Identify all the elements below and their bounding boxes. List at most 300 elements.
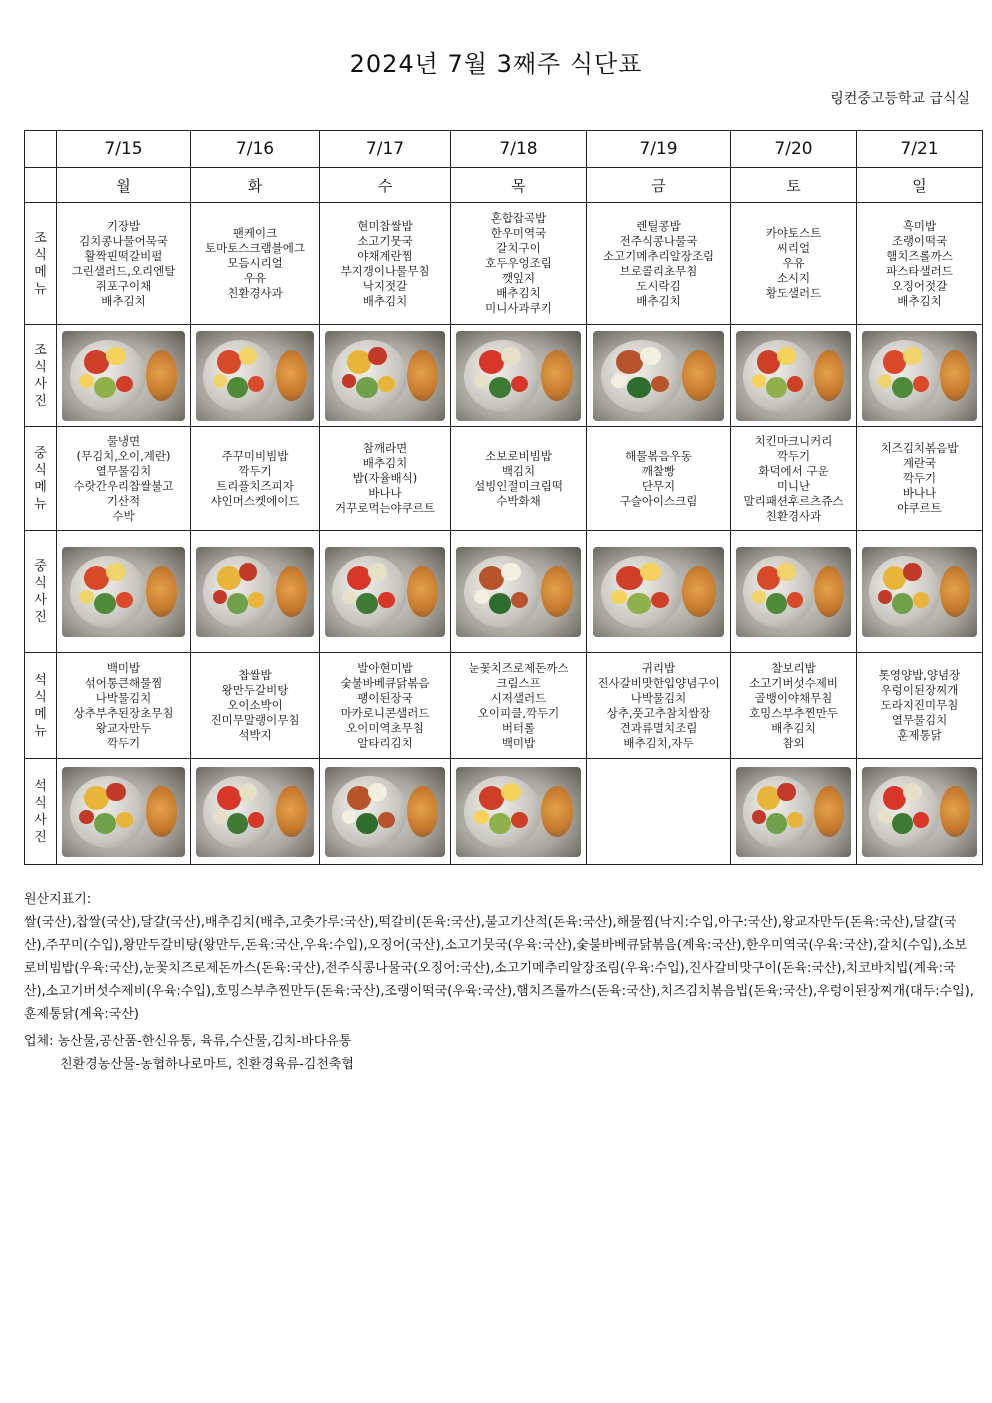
dinner-menu-item: 상추,풋고추참치쌈장 [606, 705, 711, 720]
dinner-menu-item: 왕만두갈비탕 [221, 683, 289, 697]
lunch-food-photo [862, 547, 977, 637]
lunch-menu-item: 미니난 [776, 478, 811, 493]
soup-bowl-shape [940, 786, 970, 836]
food-item-shape [766, 377, 787, 398]
dinner-menu-cell [587, 653, 731, 759]
breakfast-menu-item: 쥐포구이채 [95, 278, 152, 293]
lunch-menu-item: 화덕에서 구운 [758, 463, 829, 478]
row-label-breakfast-photo [25, 325, 57, 427]
lunch-menu-item: 깍두기 [776, 448, 811, 463]
breakfast-photo-cell [191, 325, 320, 427]
food-item-shape [883, 786, 906, 809]
row-label-char: 중 [34, 558, 47, 574]
soup-bowl-shape [541, 786, 573, 836]
soup-bowl-shape [814, 566, 844, 616]
breakfast-menu-item: 우유 [782, 256, 805, 270]
breakfast-food-photo [862, 331, 977, 421]
dinner-menu-item: 우렁이된장찌개 [880, 683, 959, 697]
breakfast-photo-cell [857, 325, 983, 427]
row-label-char: 사 [34, 376, 47, 392]
breakfast-menu-cell [320, 203, 451, 325]
breakfast-menu-item: 배추김치 [636, 293, 681, 308]
row-label-char: 메 [34, 479, 47, 495]
breakfast-menu-row [25, 203, 983, 325]
dinner-menu-item: 찰보리밥 [771, 660, 816, 675]
dinner-menu-item: 석박지 [238, 728, 272, 742]
food-item-shape [217, 350, 241, 373]
food-item-shape [217, 786, 241, 809]
lunch-menu-item: 수박화채 [496, 493, 541, 508]
lunch-menu-cell [57, 427, 191, 531]
lunch-menu-item: 바나나 [368, 486, 402, 500]
food-item-shape [627, 593, 651, 614]
breakfast-menu-item: 활짝핀떡갈비펄 [84, 248, 163, 263]
row-label-char: 식 [34, 247, 47, 263]
food-item-shape [84, 566, 108, 589]
breakfast-photo-cell [451, 325, 587, 427]
dinner-food-photo [456, 767, 580, 857]
dinner-menu-item: 참외 [782, 735, 805, 750]
dinner-menu-item: 열무물김치 [891, 713, 948, 727]
vendor-notes [24, 1030, 974, 1076]
lunch-menu-item: 트리플치즈피자 [216, 478, 294, 493]
breakfast-menu-item: 깻잎지 [501, 271, 536, 285]
lunch-menu-item: 주꾸미비빔밥 [221, 448, 289, 463]
date-cell: 7/19 [587, 131, 731, 168]
food-item-shape [342, 590, 356, 604]
row-label-char: 메 [34, 706, 47, 722]
breakfast-menu-item: 배추김치 [496, 286, 541, 300]
food-item-shape [787, 812, 803, 828]
dinner-food-photo [325, 767, 445, 857]
food-item-shape [627, 377, 651, 398]
lunch-menu-item: 열무물김치 [95, 463, 152, 478]
dinner-food-photo [862, 767, 977, 857]
food-item-shape [752, 374, 766, 388]
breakfast-menu-item: 배추김치 [362, 293, 408, 308]
dinner-photo-cell [451, 759, 587, 865]
breakfast-menu-item: 황도샐러드 [765, 286, 822, 300]
soup-bowl-shape [146, 566, 178, 616]
date-cell: 7/20 [731, 131, 857, 168]
weekly-menu-table [24, 130, 983, 865]
breakfast-menu-item: 씨리얼 [776, 241, 811, 255]
lunch-food-photo [196, 547, 314, 637]
food-item-shape [757, 350, 780, 373]
food-item-shape [479, 786, 504, 809]
row-label-char: 메 [34, 264, 47, 280]
food-item-shape [116, 376, 133, 392]
dinner-menu-item: 시저샐러드 [490, 690, 547, 705]
dinner-menu-cell [857, 653, 983, 759]
food-item-shape [479, 566, 504, 589]
food-item-shape [892, 377, 913, 398]
date-cell: 7/16 [191, 131, 320, 168]
food-item-shape [892, 813, 913, 834]
dinner-menu-item: 눈꽃치즈로제돈까스 [468, 660, 569, 675]
food-item-shape [766, 813, 787, 834]
lunch-menu-item: 야쿠르트 [897, 501, 942, 515]
breakfast-menu-item: 김치콩나물어묵국 [79, 233, 168, 248]
dinner-menu-item: 진사갈비맛한입양념구이 [597, 675, 720, 690]
lunch-menu-item: 치킨마크니커리 [754, 433, 833, 448]
lunch-menu-item: 샤인머스켓에이드 [210, 493, 300, 508]
food-item-shape [474, 374, 489, 388]
row-label-char: 식 [34, 462, 47, 478]
food-item-shape [883, 350, 906, 373]
food-item-shape [347, 350, 371, 373]
food-item-shape [213, 810, 227, 824]
lunch-food-photo [456, 547, 580, 637]
lunch-menu-item: 치즈김치볶음밥 [880, 441, 959, 455]
dinner-photo-cell [857, 759, 983, 865]
vendor-line-1: 업체: 농산물,공산품-한신유통, 육류,수산물,김치-바다유통 [24, 1034, 352, 1049]
breakfast-menu-cell [191, 203, 320, 325]
food-item-shape [757, 786, 780, 809]
food-item-shape [878, 590, 892, 604]
food-item-shape [213, 374, 227, 388]
dinner-menu-cell [57, 653, 191, 759]
breakfast-food-photo [62, 331, 184, 421]
dinner-menu-item: 소고기버섯수제비 [749, 675, 838, 690]
food-item-shape [787, 376, 803, 392]
row-label-char: 조 [34, 342, 47, 358]
food-item-shape [356, 813, 378, 834]
school-name: 링컨중고등학교 급식실 [830, 91, 970, 107]
food-item-shape [356, 593, 378, 614]
row-label-char: 진 [34, 829, 47, 845]
breakfast-menu-item: 소시지 [776, 271, 811, 285]
soup-bowl-shape [146, 786, 178, 836]
breakfast-menu-item: 부지갱이나물무침 [340, 263, 430, 278]
food-item-shape [378, 812, 395, 828]
food-item-shape [903, 563, 921, 582]
row-label-char: 뉴 [34, 723, 47, 739]
soup-bowl-shape [682, 566, 716, 616]
food-item-shape [474, 590, 489, 604]
food-item-shape [878, 374, 892, 388]
breakfast-menu-item: 모듬시리얼 [227, 256, 283, 270]
food-item-shape [766, 593, 787, 614]
food-item-shape [913, 812, 929, 828]
dinner-photo-cell [731, 759, 857, 865]
dinner-menu-item: 마카로니콘샐러드 [340, 705, 430, 720]
breakfast-food-photo [196, 331, 314, 421]
breakfast-menu-item: 소고기메추리알장조림 [602, 248, 715, 263]
soup-bowl-shape [276, 350, 307, 400]
dinner-menu-item: 귀리밥 [641, 660, 676, 675]
breakfast-menu-item: 토마토스크램블에그 [205, 241, 305, 255]
lunch-menu-item: 참깨라면 [362, 441, 408, 455]
food-item-shape [378, 376, 395, 392]
breakfast-menu-item: 소고기뭇국 [357, 233, 413, 248]
lunch-food-photo [736, 547, 851, 637]
food-item-shape [347, 786, 371, 809]
day-header-row [25, 168, 983, 203]
breakfast-menu-item: 기장밥 [106, 218, 141, 233]
food-item-shape [651, 592, 669, 608]
dinner-menu-item: 톳영양밥,양념장 [878, 668, 961, 682]
row-label-dinner-photo [25, 759, 57, 865]
breakfast-menu-cell [587, 203, 731, 325]
lunch-photo-cell [57, 531, 191, 653]
food-item-shape [116, 592, 133, 608]
lunch-menu-item: 깍두기 [902, 471, 937, 485]
soup-bowl-shape [814, 786, 844, 836]
food-item-shape [474, 810, 489, 824]
lunch-menu-item: 해물볶음우동 [625, 448, 692, 463]
row-label-char: 뉴 [34, 281, 47, 297]
dinner-menu-item: 오이피클,깍두기 [477, 705, 560, 720]
food-item-shape [84, 786, 108, 809]
corner-cell [25, 131, 57, 168]
breakfast-menu-cell [731, 203, 857, 325]
dinner-menu-item: 훈제통닭 [897, 728, 942, 742]
soup-bowl-shape [814, 350, 844, 400]
food-item-shape [616, 566, 642, 589]
lunch-food-photo [325, 547, 445, 637]
food-item-shape [757, 566, 780, 589]
date-cell: 7/21 [857, 131, 983, 168]
dinner-menu-item: 골뱅이야채무침 [754, 690, 833, 705]
lunch-menu-item: 소보로비빔밥 [485, 448, 552, 463]
lunch-photo-cell [191, 531, 320, 653]
food-item-shape [903, 783, 921, 802]
food-item-shape [106, 563, 126, 582]
dinner-food-photo [196, 767, 314, 857]
dinner-menu-cell [191, 653, 320, 759]
row-label-char: 식 [34, 689, 47, 705]
dinner-menu-item: 숯불바베큐닭볶음 [340, 675, 430, 690]
lunch-menu-item: 수박 [112, 508, 135, 523]
lunch-menu-item: 거꾸로먹는야쿠르트 [335, 501, 435, 515]
lunch-menu-item: 계란국 [902, 456, 937, 470]
breakfast-menu-item: 파스타샐러드 [886, 263, 953, 278]
soup-bowl-shape [407, 786, 438, 836]
food-item-shape [913, 376, 929, 392]
day-cell: 토 [731, 168, 857, 203]
dinner-photo-cell [57, 759, 191, 865]
row-label-char: 식 [34, 795, 47, 811]
row-label-breakfast-menu [25, 203, 57, 325]
dinner-menu-item: 나박물김치 [630, 690, 687, 705]
soup-bowl-shape [407, 350, 438, 400]
breakfast-menu-item: 혼합잡곡밥 [490, 211, 547, 225]
food-item-shape [892, 593, 913, 614]
date-header-row [25, 131, 983, 168]
lunch-menu-cell [451, 427, 587, 531]
row-label-dinner-menu [25, 653, 57, 759]
row-label-lunch-photo [25, 531, 57, 653]
food-item-shape [913, 592, 929, 608]
dinner-menu-cell [451, 653, 587, 759]
breakfast-menu-item: 우유 [243, 271, 267, 285]
row-label-char: 진 [34, 609, 47, 625]
breakfast-photo-cell [587, 325, 731, 427]
row-label-char: 사 [34, 812, 47, 828]
lunch-food-photo [593, 547, 725, 637]
breakfast-menu-item: 조랭이떡국 [891, 233, 948, 248]
lunch-menu-item: 수랏간우리찹쌀불고 [73, 478, 174, 493]
breakfast-menu-item: 전주식콩나물국 [619, 233, 698, 248]
dinner-menu-item: 왕교자만두 [95, 720, 152, 735]
breakfast-menu-item: 팬케이크 [232, 226, 278, 240]
lunch-menu-cell [320, 427, 451, 531]
lunch-menu-item: 밥(자율배식) [352, 471, 418, 485]
dinner-menu-item: 오이미역초무침 [346, 720, 424, 735]
dinner-menu-item: 견과류멸치조림 [619, 720, 698, 735]
soup-bowl-shape [682, 350, 716, 400]
dinner-menu-cell [731, 653, 857, 759]
food-item-shape [356, 377, 378, 398]
dinner-menu-item: 섞어통큰해물찜 [84, 675, 163, 690]
lunch-menu-item: 깍두기 [238, 463, 272, 478]
food-item-shape [651, 376, 669, 392]
lunch-menu-item: 기산적 [106, 493, 141, 508]
breakfast-food-photo [736, 331, 851, 421]
soup-bowl-shape [146, 350, 178, 400]
soup-bowl-shape [940, 350, 970, 400]
origin-text: 쌀(국산),찹쌀(국산),달걀(국산),배추김치(배추,고춧가루:국산),떡갈비(돈육:국산),불고기산적(돈육:국산),해물찜(낙지:수입,아구:국산),왕교자만두(돈육:국산),달걀(국산),주꾸미(수입),왕만두갈비탕(왕만두,돈육:국산,우육:수입),오징어(국산),소고기뭇국(우육:국산),숯불바베큐닭볶음(계육:국산),한우미역국(우육:국산),갈치(수입),소보로비빔밥(우육:국산),눈꽃치즈로제돈까스(돈육:국산),전주식콩나물국(오징어:국산),소고기메추리알장조림(우육:수입),진사갈비맛구이(돈육:국산),치코바치빕(계육:국산),소고기버섯수제비(우육:수입),호밍스부추찐만두(돈육:국산),조랭이떡국(우육:국산),햄치즈롤까스(돈육:국산),치즈김치볶음빕(돈육:국산),우렁이된장찌개(대두:수입),훈제통닭(계육:국산) [24, 915, 974, 1022]
breakfast-food-photo [593, 331, 725, 421]
breakfast-menu-item: 현미찹쌀밥 [357, 218, 413, 233]
breakfast-menu-cell [857, 203, 983, 325]
vendor-line-2: 친환경농산물-농협하나로마트, 친환경육류-김천축협 [60, 1057, 354, 1072]
dinner-menu-cell [320, 653, 451, 759]
breakfast-food-photo [456, 331, 580, 421]
breakfast-photo-cell [320, 325, 451, 427]
lunch-menu-cell [857, 427, 983, 531]
breakfast-menu-item: 햄치즈롤까스 [886, 248, 953, 263]
food-item-shape [752, 810, 766, 824]
lunch-menu-item: (무김치,오이,계란) [76, 448, 171, 463]
dinner-menu-item: 크림스프 [496, 675, 541, 690]
lunch-menu-item: 바나나 [902, 486, 937, 500]
lunch-menu-item: 단무지 [641, 478, 676, 493]
food-item-shape [378, 592, 395, 608]
food-item-shape [611, 590, 627, 604]
date-cell: 7/15 [57, 131, 191, 168]
food-item-shape [342, 810, 356, 824]
lunch-menu-item: 말리패션후르츠쥬스 [743, 493, 844, 508]
row-label-char: 중 [34, 445, 47, 461]
dinner-menu-item: 도라지진미무침 [880, 698, 959, 712]
food-item-shape [79, 810, 94, 824]
breakfast-menu-item: 오징어젓갈 [891, 278, 948, 293]
breakfast-menu-item: 호두우엉조림 [485, 256, 552, 270]
day-cell: 금 [587, 168, 731, 203]
soup-bowl-shape [276, 566, 307, 616]
lunch-menu-item: 백김치 [501, 463, 536, 478]
food-item-shape [347, 566, 371, 589]
food-item-shape [878, 810, 892, 824]
soup-bowl-shape [541, 566, 573, 616]
dinner-photo-cell-empty [587, 759, 731, 865]
dinner-menu-item: 진미무말랭이무침 [210, 713, 300, 727]
food-item-shape [213, 590, 227, 604]
dinner-photo-row [25, 759, 983, 865]
row-label-char: 진 [34, 393, 47, 409]
row-label-char: 뉴 [34, 496, 47, 512]
origin-notes [24, 888, 974, 1026]
dinner-menu-item: 깍두기 [106, 735, 141, 750]
breakfast-menu-item: 미니사과쿠키 [485, 301, 552, 315]
breakfast-food-photo [325, 331, 445, 421]
day-cell: 수 [320, 168, 451, 203]
dinner-menu-item: 찹쌀밥 [238, 668, 272, 682]
dinner-menu-item: 오이소박이 [227, 698, 283, 712]
lunch-photo-row [25, 531, 983, 653]
food-item-shape [79, 590, 94, 604]
food-item-shape [616, 350, 642, 373]
breakfast-menu-item: 렌틸콩밥 [636, 218, 681, 233]
dinner-menu-item: 발아현미밥 [357, 660, 413, 675]
dinner-menu-row [25, 653, 983, 759]
lunch-menu-item: 배추김치 [362, 456, 408, 470]
breakfast-menu-item: 브로콜리초무침 [619, 263, 698, 278]
food-item-shape [479, 350, 504, 373]
row-label-char: 조 [34, 230, 47, 246]
breakfast-menu-item: 그린샐러드,오리엔탈 [71, 263, 176, 278]
dinner-food-photo [736, 767, 851, 857]
food-item-shape [611, 374, 627, 388]
breakfast-photo-row [25, 325, 983, 427]
lunch-menu-cell [191, 427, 320, 531]
food-item-shape [777, 347, 795, 366]
breakfast-photo-cell [57, 325, 191, 427]
food-item-shape [217, 566, 241, 589]
breakfast-menu-item: 배추김치 [897, 293, 942, 308]
page-title: 2024년 7월 3째주 식단표 [349, 50, 643, 78]
row-label-char: 식 [34, 575, 47, 591]
day-cell: 목 [451, 168, 587, 203]
corner-cell [25, 168, 57, 203]
food-item-shape [787, 592, 803, 608]
dinner-menu-item: 팽이된장국 [357, 690, 413, 705]
food-item-shape [79, 374, 94, 388]
lunch-menu-cell [587, 427, 731, 531]
food-item-shape [777, 563, 795, 582]
row-label-char: 석 [34, 672, 47, 688]
lunch-menu-row [25, 427, 983, 531]
dinner-menu-item: 백미밥 [106, 660, 141, 675]
dinner-photo-cell [191, 759, 320, 865]
day-cell: 일 [857, 168, 983, 203]
row-label-char: 사 [34, 592, 47, 608]
dinner-menu-item: 배추김치,자두 [623, 735, 694, 750]
breakfast-photo-cell [731, 325, 857, 427]
row-label-char: 식 [34, 359, 47, 375]
food-item-shape [84, 350, 108, 373]
breakfast-menu-item: 도시락김 [636, 278, 681, 293]
dinner-menu-item: 알타리김치 [357, 735, 413, 750]
food-item-shape [106, 783, 126, 802]
breakfast-menu-cell [57, 203, 191, 325]
food-item-shape [903, 347, 921, 366]
soup-bowl-shape [541, 350, 573, 400]
soup-bowl-shape [407, 566, 438, 616]
breakfast-menu-item: 갈치구이 [496, 241, 541, 255]
dinner-food-photo [62, 767, 184, 857]
dinner-menu-item: 상추부추된장초무침 [73, 705, 174, 720]
lunch-food-photo [62, 547, 184, 637]
lunch-photo-cell [857, 531, 983, 653]
dinner-menu-item: 호밍스부추찐만두 [749, 705, 838, 720]
dinner-menu-item: 나박물김치 [95, 690, 152, 705]
breakfast-menu-item: 카야토스트 [765, 226, 822, 240]
row-label-char: 석 [34, 778, 47, 794]
soup-bowl-shape [940, 566, 970, 616]
